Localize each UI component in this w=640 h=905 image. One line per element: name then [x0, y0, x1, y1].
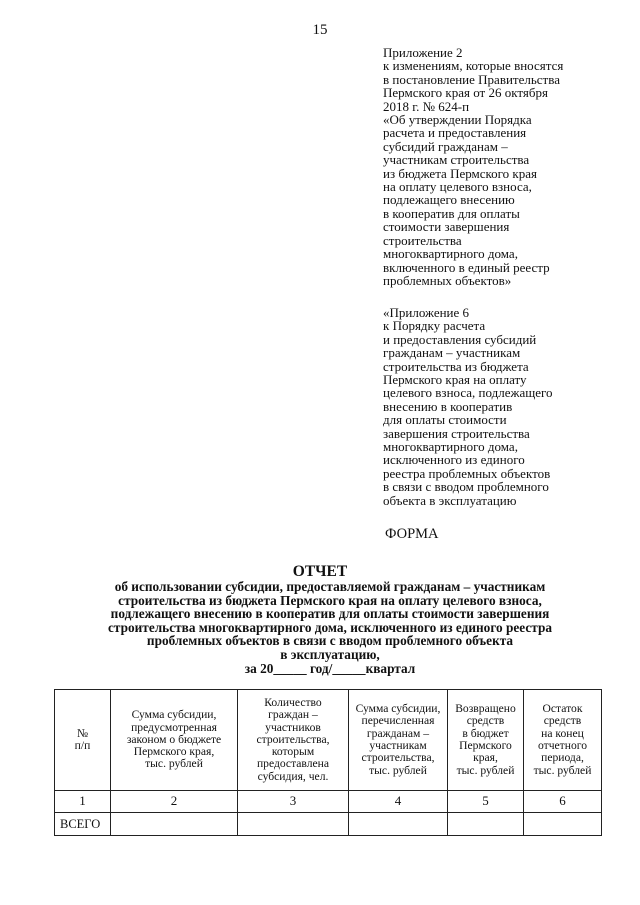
- header-cell-returned-funds: Возвращено средств в бюджет Пермского края, тыс. рублей: [448, 690, 524, 791]
- appendix-6-line: в связи с вводом проблемного: [383, 479, 549, 495]
- appendix-2-line: проблемных объектов»: [383, 272, 512, 288]
- appendix-2-line: из бюджета Пермского края: [383, 165, 538, 181]
- appendix-6-line: Пермского края на оплату: [383, 372, 527, 388]
- appendix-2-line: Приложение 2: [383, 45, 463, 60]
- form-label: ФОРМА: [385, 526, 439, 542]
- column-number-cell: 5: [448, 791, 524, 813]
- report-subtitle-line: в эксплуатацию,: [280, 646, 380, 662]
- appendix-6-line: реестра проблемных объектов: [383, 465, 551, 481]
- table-total-row: [55, 813, 602, 836]
- column-number-cell: 3: [238, 791, 349, 813]
- appendix-6-line: к Порядку расчета: [383, 318, 486, 334]
- appendix-6-line: внесению в кооператив: [383, 398, 513, 414]
- header-cell-citizen-count: Количество граждан – участников строительства, которым предоставлена субсидия, чел.: [238, 690, 349, 791]
- table-column-number-row: [55, 791, 602, 813]
- appendix-2-block: [383, 46, 633, 287]
- report-subtitle-line: строительства многоквартирного дома, исключенного из единого реестра: [107, 619, 553, 635]
- total-label-cell: ВСЕГО: [55, 813, 111, 836]
- report-subtitle-line: строительства из бюджета Пермского края на оплату целевого взноса,: [118, 592, 542, 608]
- total-value-cell: [524, 813, 602, 836]
- report-table: [54, 689, 602, 836]
- page-number: 15: [312, 22, 328, 38]
- appendix-2-line: к изменениям, которые вносятся: [383, 58, 564, 74]
- appendix-6-line: гражданам – участникам: [383, 345, 521, 361]
- column-number-cell: 6: [524, 791, 602, 813]
- report-period-line: за 20_____ год/_____квартал: [244, 660, 416, 676]
- appendix-2-line: на оплату целевого взноса,: [383, 179, 532, 195]
- column-number-cell: 2: [111, 791, 238, 813]
- column-number-cell: 4: [349, 791, 448, 813]
- appendix-6-line: для оплаты стоимости: [383, 412, 507, 428]
- appendix-2-line: участникам строительства: [383, 152, 530, 168]
- appendix-2-line: в постановление Правительства: [383, 71, 560, 87]
- appendix-6-line: объекта в эксплуатацию: [383, 492, 517, 508]
- appendix-2-line: включенного в единый реестр: [383, 259, 550, 275]
- report-subtitle: [60, 580, 600, 675]
- appendix-2-line: 2018 г. № 624-п: [383, 98, 470, 114]
- appendix-2-line: в кооператив для оплаты: [383, 205, 520, 221]
- total-value-cell: [349, 813, 448, 836]
- appendix-6-line: целевого взноса, подлежащего: [383, 385, 553, 401]
- appendix-6-line: исключенного из единого: [383, 452, 525, 468]
- report-title: ОТЧЕТ: [292, 563, 348, 580]
- appendix-2-line: стоимости завершения: [383, 219, 510, 235]
- header-cell-transferred-subsidy: Сумма субсидии, перечисленная гражданам – участникам строительства, тыс. рублей: [349, 690, 448, 791]
- appendix-2-line: Пермского края от 26 октября: [383, 85, 548, 101]
- appendix-2-line: расчета и предоставления: [383, 125, 527, 141]
- appendix-6-block: [383, 306, 633, 507]
- total-value-cell: [238, 813, 349, 836]
- header-cell-planned-subsidy: Сумма субсидии, предусмотренная законом о бюджете Пермского края, тыс. рублей: [111, 690, 238, 791]
- total-value-cell: [111, 813, 238, 836]
- header-cell-remaining-funds: Остаток средств на конец отчетного периода, тыс. рублей: [524, 690, 602, 791]
- total-value-cell: [448, 813, 524, 836]
- appendix-2-line: субсидий гражданам –: [383, 138, 508, 154]
- appendix-6-line: строительства из бюджета: [383, 358, 529, 374]
- appendix-2-line: подлежащего внесению: [383, 192, 515, 208]
- appendix-6-line: «Приложение 6: [383, 305, 470, 320]
- report-subtitle-line: об использовании субсидии, предоставляемой гражданам – участникам: [114, 579, 546, 594]
- report-subtitle-line: проблемных объектов в связи с вводом проблемного объекта: [146, 633, 514, 649]
- appendix-2-line: «Об утверждении Порядка: [383, 112, 532, 128]
- report-subtitle-line: подлежащего внесению в кооператив для оплаты стоимости завершения: [110, 606, 550, 622]
- appendix-6-line: многоквартирного дома,: [383, 439, 518, 455]
- appendix-2-line: строительства: [383, 232, 462, 248]
- table-header-row: [55, 690, 602, 791]
- appendix-6-line: завершения строительства: [383, 425, 530, 441]
- column-number-cell: 1: [55, 791, 111, 813]
- header-cell-number: № п/п: [55, 690, 111, 791]
- appendix-6-line: и предоставления субсидий: [383, 331, 537, 347]
- appendix-2-line: многоквартирного дома,: [383, 246, 518, 262]
